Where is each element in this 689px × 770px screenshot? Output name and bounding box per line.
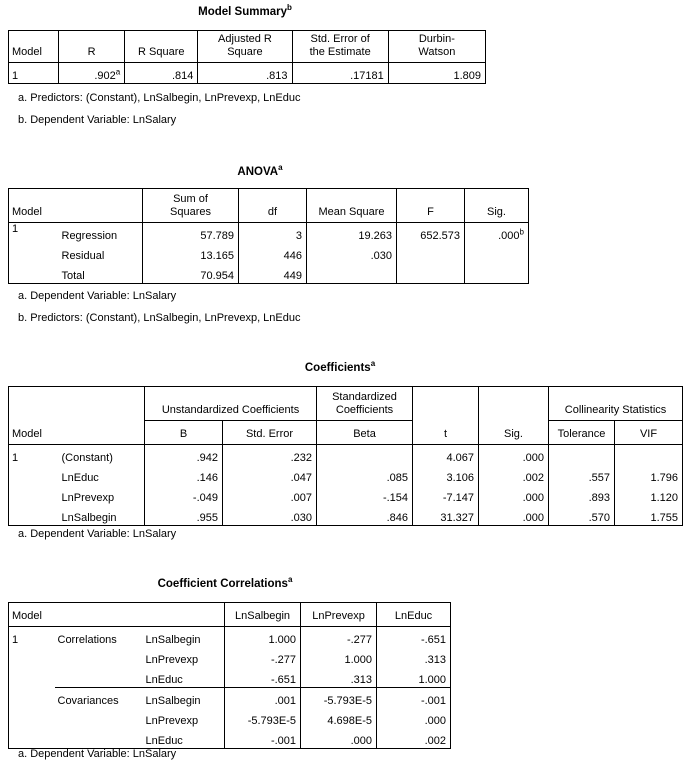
anova-title: ANOVA$^a$	[237, 163, 283, 178]
table-row: LnEduc -.651 .313 1.000	[9, 667, 451, 688]
model-summary-table	[8, 30, 486, 84]
col-adj-r-square: Adjusted R Square	[198, 31, 292, 63]
table-row: Covariances LnSalbegin .001 -5.793E-5 -.001	[9, 688, 451, 709]
table-row: 1 .902$^a$ .814 .813 .17181 1.809	[9, 63, 486, 84]
table-row: LnPrevexp -5.793E-5 4.698E-5 .000	[9, 708, 451, 728]
table-row: LnPrevexp -.049 .007 -.154 -7.147 .000 .893 1.120	[9, 485, 683, 505]
footnote: a. Predictors: (Constant), LnSalbegin, LnPrevexp, LnEduc	[18, 92, 301, 104]
table-row: 1 Correlations LnSalbegin 1.000 -.277 -.651	[9, 627, 451, 648]
footnote: a. Dependent Variable: LnSalary	[18, 290, 177, 302]
table-row: LnEduc -.001 .000 .002	[9, 728, 451, 749]
footnote: a. Dependent Variable: LnSalary	[18, 748, 177, 760]
table-row: Residual 13.165 446 .030	[9, 243, 529, 263]
table-row: 1 Regression 57.789 3 19.263 652.573 .000$^b$	[9, 223, 529, 244]
table-row: LnSalbegin .955 .030 .846 31.327 .000 .570 1.755	[9, 505, 683, 526]
col-model: Model	[9, 31, 59, 63]
col-std-error: Std. Error of the Estimate	[292, 31, 388, 63]
coefficients-table: Unstandardized Coefficients Standardized Coefficients Collinearity Statistics Model B Std. Error Beta t Sig. Tolerance VIF 1 (Constant) .942 .232 4.067 .000 LnEduc .146 .047 .085 3.106 .002 .557 1.796 LnPrevexp -.049 .007 -.154 -7.147 .000 .893 1.120 LnSalbegin .955 .030 .846 31.327 .000 .570 1.755	[8, 386, 683, 526]
col-durbin-watson: Durbin- Watson	[388, 31, 485, 63]
table-row: LnPrevexp -.277 1.000 .313	[9, 647, 451, 667]
table-row: Total 70.954 449	[9, 263, 529, 284]
coefficients-title: Coefficients$^a$	[304, 359, 376, 374]
model-summary-title: Model Summary$^b$	[198, 3, 292, 18]
coef-correlations-table: Model LnSalbegin LnPrevexp LnEduc 1 Correlations LnSalbegin 1.000 -.277 -.651 LnPrevexp -.277 1.000 .313 LnEduc -.651 .313 1.000 Covariances LnSalbegin .001 -5.793E-5 -.001 LnPrevexp -5.793E-5 4.698E-5 .000 LnEduc -.001 .000 .002	[8, 602, 451, 749]
col-r: R	[59, 31, 125, 63]
table-row: LnEduc .146 .047 .085 3.106 .002 .557 1.796	[9, 465, 683, 485]
anova-table: Model Sum of Squares df Mean Square F Sig. 1 Regression 57.789 3 19.263 652.573 .000$^b$ Residual 13.165 446 .030 Total 70.954 449	[8, 188, 529, 284]
footnote: b. Predictors: (Constant), LnSalbegin, LnPrevexp, LnEduc	[18, 312, 301, 324]
footnote: b. Dependent Variable: LnSalary	[18, 114, 177, 126]
table-row: 1 (Constant) .942 .232 4.067 .000	[9, 445, 683, 466]
footnote: a. Dependent Variable: LnSalary	[18, 528, 177, 540]
col-r-square: R Square	[125, 31, 198, 63]
coef-correlations-title: Coefficient Correlations$^a$	[157, 575, 293, 590]
